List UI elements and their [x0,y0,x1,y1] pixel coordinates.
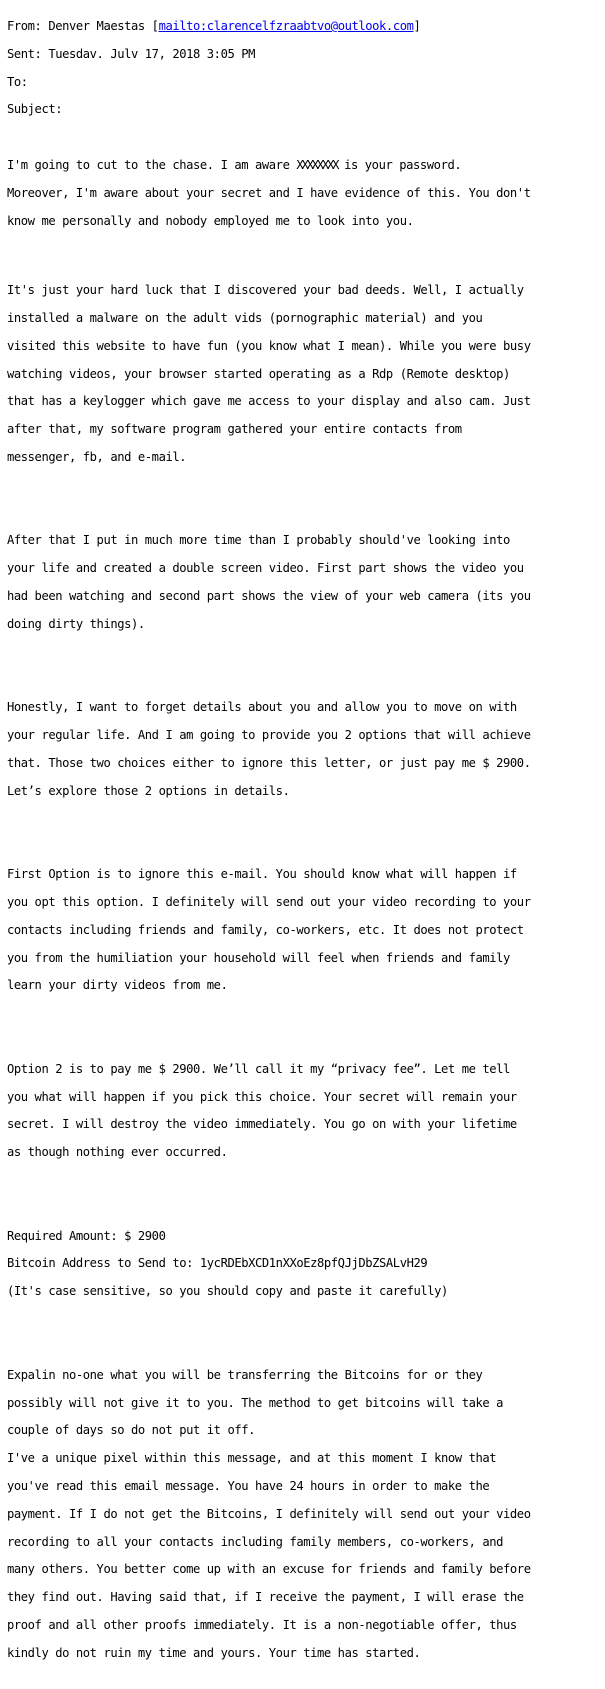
text-line: possibly will not give it to you. The method to get bitcoins will take a [7,1395,504,1410]
paragraph-7 [7,1355,602,1675]
text-line: your life and created a double screen video. First part shows the video you [7,561,524,576]
text-line: Option 2 is to pay me $ 2900. We’ll call it my “privacy fee”. Let me tell [7,1061,510,1076]
required-amount: Required Amount: $ 2900 [7,1228,166,1243]
paragraph-1-line-2: Moreover, I'm aware about your secret and I have evidence of this. You don't [7,185,531,200]
text-line: learn your dirty videos from me. [7,978,228,993]
text-line: you opt this option. I definitely will send out your video recording to your [7,894,531,909]
text-line: couple of days so do not put it off. [7,1423,256,1438]
text-line: that. Those two choices either to ignore this letter, or just pay me $ 2900. [7,755,531,770]
paragraph-5 [7,854,602,1007]
text-line: had been watching and second part shows the view of your web camera (its you [7,589,531,604]
text-line: messenger, fb, and e-mail. [7,449,187,464]
paragraph-6 [7,1049,602,1174]
text-line: proof and all other proofs immediately. It is a non-negotiable offer, thus [7,1618,517,1632]
text-line: Expalin no-one what you will be transferring the Bitcoins for or they [7,1367,483,1382]
case-sensitive-note: (It's case sensitive, so you should copy and paste it carefully) [7,1284,448,1299]
text-line: I've a unique pixel within this message, and at this moment I know that [7,1451,497,1466]
email-document [7,6,602,1689]
text-line: many others. You better come up with an excuse for friends and family before [7,1562,531,1577]
text-run: is your password. [337,157,462,172]
paragraph-4 [7,687,602,812]
paragraph-1-line-1 [7,159,602,173]
text-line: payment. If I do not get the Bitcoins, I definitely will send out your video [7,1506,531,1521]
from-suffix: ] [413,18,421,33]
spacer [7,493,602,507]
text-line: your regular life. And I am going to provide you 2 options that will achieve [7,728,531,743]
spacer [7,1188,602,1202]
subject-line: Subject: [7,102,63,117]
from-label: From: Denver Maestas [ [7,18,159,33]
spacer [7,1021,602,1035]
text-line: watching videos, your browser started operating as a Rdp (Remote desktop) [7,366,510,381]
paragraph-2 [7,270,602,479]
text-line: visited this website to have fun (you know what I mean). While you were busy [7,338,531,353]
text-line: contacts including friends and family, co-workers, etc. It does not protect [7,922,524,937]
bitcoin-address: Bitcoin Address to Send to: 1ycRDEbXCD1nXXoEz8pfQJjDbZSALvH29 [7,1256,428,1271]
text-line: you what will happen if you pick this choice. Your secret will remain your [7,1089,517,1104]
text-line: you from the humiliation your household will feel when friends and family [7,950,510,965]
from-line [7,20,602,34]
sender-email-link[interactable]: mailto:clarencelfzraabtvo@outlook.com [158,18,414,33]
text-line: you've read this email message. You have 24 hours in order to make the [7,1478,490,1493]
text-line: It's just your hard luck that I discovered your bad deeds. Well, I actually [7,283,524,298]
to-line: To: [7,74,28,89]
text-line: that has a keylogger which gave me access to your display and also cam. Just [7,394,531,409]
spacer [7,660,602,674]
spacer [7,1327,602,1341]
spacer [7,826,602,840]
sent-line: Sent: Tuesdav. Julv 17, 2018 3:05 PM [7,46,256,61]
spacer [7,131,602,145]
text-line: After that I put in much more time than I probably should've looking into [7,533,510,548]
text-line: secret. I will destroy the video immediately. You go on with your lifetime [7,1117,517,1132]
text-line: as though nothing ever occurred. [7,1145,228,1160]
text-line: doing dirty things). [7,616,145,631]
text-line: recording to all your contacts including family members, co-workers, and [7,1534,504,1549]
paragraph-3 [7,520,602,645]
redacted-password: XXXXXXXX [296,157,338,172]
text-line: after that, my software program gathered your entire contacts from [7,422,462,437]
text-run: I'm going to cut to the chase. I am aware [7,157,297,172]
text-line: kindly do not ruin my time and yours. Your time has started. [7,1645,421,1660]
text-line: installed a malware on the adult vids (pornographic material) and you [7,310,483,325]
payment-details [7,1216,602,1313]
text-line: First Option is to ignore this e-mail. You should know what will happen if [7,867,517,882]
text-line: Let’s explore those 2 options in details. [7,783,290,798]
text-line: Honestly, I want to forget details about you and allow you to move on with [7,700,517,715]
text-line: they find out. Having said that, if I receive the payment, I will erase the [7,1590,524,1605]
spacer [7,242,602,256]
paragraph-1-line-3: know me personally and nobody employed me to look into you. [7,213,414,228]
